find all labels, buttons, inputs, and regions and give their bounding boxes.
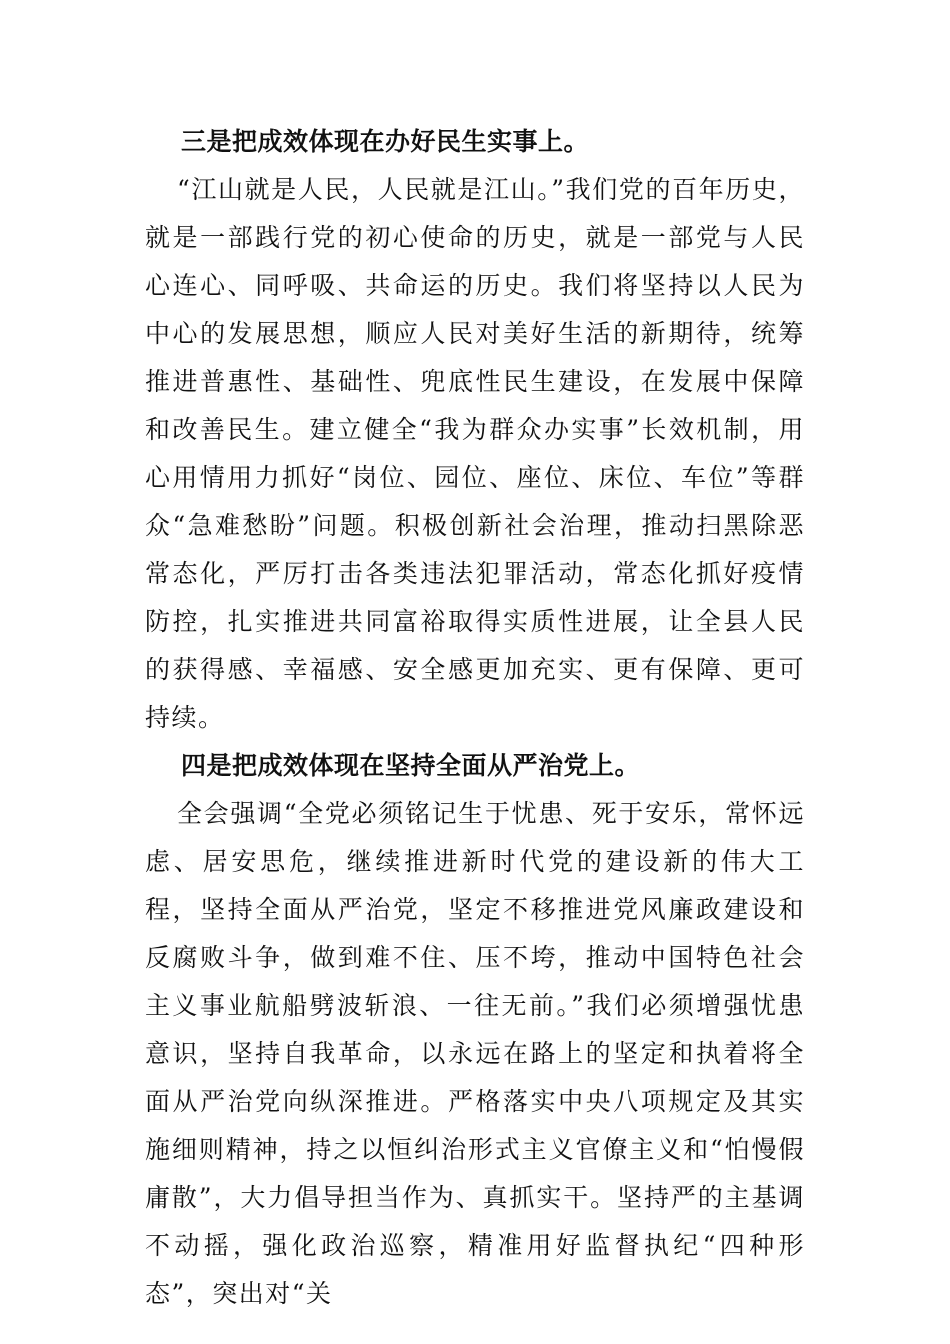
section-three [145, 118, 805, 742]
section-heading: 四是把成效体现在坚持全面从严治党上。 [181, 751, 641, 780]
document-page [145, 118, 805, 1318]
section-heading: 三是把成效体现在办好民生实事上。 [181, 127, 590, 156]
section-paragraph: “江山就是人民，人民就是江山。”我们党的百年历史，就是一部践行党的初心使命的历史，就是一部党与人民心连心、同呼吸、共命运的历史。我们将坚持以人民为中心的发展思想，顺应人民对美好生活的新期待，统筹推进普惠性、基础性、兜底性民生建设，在发展中保障和改善民生。建立健全“我为群众办实事”长效机制，用心用情用力抓好“岗位、园位、座位、床位、车位”等群众“急难愁盼”问题。积极创新社会治理，推动扫黑除恶常态化，严厉打击各类违法犯罪活动，常态化抓好疫情防控，扎实推进共同富裕取得实质性进展，让全县人民的获得感、幸福感、安全感更加充实、更有保障、更可持续。 [145, 175, 805, 732]
section-four [145, 742, 805, 1318]
section-paragraph: 全会强调“全党必须铭记生于忧患、死于安乐，常怀远虑、居安思危，继续推进新时代党的建设新的伟大工程，坚持全面从严治党，坚定不移推进党风廉政建设和反腐败斗争，做到难不住、压不垮，推动中国特色社会主义事业航船劈波斩浪、一往无前。”我们必须增强忧患意识，坚持自我革命，以永远在路上的坚定和执着将全面从严治党向纵深推进。严格落实中央八项规定及其实施细则精神，持之以恒纠治形式主义官僚主义和“怕慢假庸散”，大力倡导担当作为、真抓实干。坚持严的主基调不动摇，强化政治巡察，精准用好监督执纪“四种形态”，突出对“关 [145, 799, 805, 1308]
